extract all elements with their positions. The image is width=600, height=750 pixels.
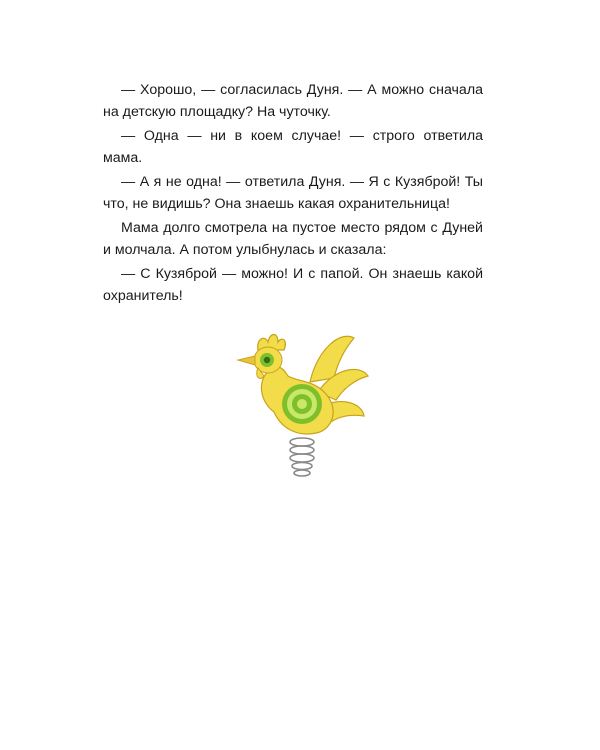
paragraph: Мама долго смотрела на пустое место рядом с Дуней и молчала. А потом улыбнулась и сказала: (103, 220, 483, 258)
rooster-beak (238, 356, 255, 365)
story-text (103, 79, 483, 309)
rooster-wing (282, 384, 322, 424)
rooster-eye (264, 357, 270, 363)
rooster-illustration (222, 320, 372, 485)
paragraph: — С Кузяброй — можно! И с папой. Он знаешь какой охранитель! (103, 266, 483, 304)
paragraph: — А я не одна! — ответила Дуня. — Я с Кузяброй! Ты что, не видишь? Она знаешь какая охранительница! (103, 174, 483, 212)
paragraph: — Одна — ни в коем случае! — строго ответила мама. (103, 128, 483, 166)
paragraph: — Хорошо, — согласилась Дуня. — А можно сначала на детскую площадку? На чуточку. (103, 82, 483, 120)
spring (290, 438, 314, 476)
